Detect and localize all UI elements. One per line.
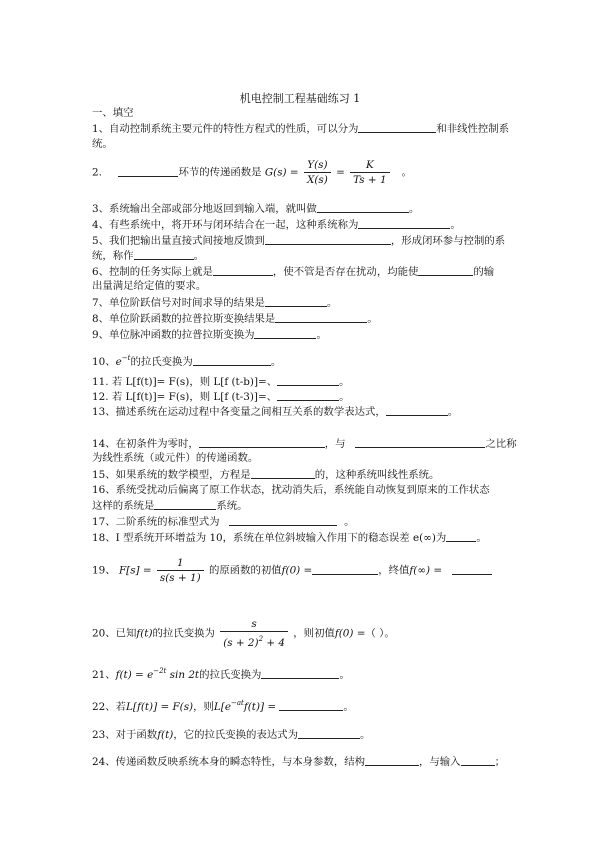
question-23: 23、对于函数f(t)，它的拉氏变换的表达式为 。 <box>92 729 371 741</box>
question-18: 18、I 型系统开环增益为 10，系统在单位斜坡输入作用下的稳态误差 e(∞)为 。 <box>92 532 487 544</box>
blank[interactable] <box>355 437 485 448</box>
blank[interactable] <box>277 390 339 401</box>
question-4: 4、有些系统中，将开环与闭环结合在一起，这种系统称为 。 <box>92 219 461 231</box>
question-9: 9、单位脉冲函数的拉普拉斯变换为 。 <box>92 329 327 341</box>
page-title: 机电控制工程基础练习 1 <box>239 92 361 105</box>
blank[interactable] <box>261 668 339 679</box>
question-22: 22、若L[f(t)] = F(s)，则$L[e^{-at}f(t)]$ = 。 <box>92 699 354 713</box>
blank[interactable] <box>134 249 194 260</box>
blank[interactable] <box>154 499 216 510</box>
blank[interactable] <box>275 312 367 323</box>
question-11: 11. 若 L[f(t)]= F(s)，则 L[f (t-b)]=、 。 <box>92 376 350 388</box>
question-12: 12. 若 L[f(t)]= F(s)，则 L[f (t-3)]=、 。 <box>92 391 350 403</box>
question-15: 15、如果系统的数学模型，方程是 的，这种系统叫线性系统。 <box>92 469 440 481</box>
blank[interactable] <box>277 375 339 386</box>
blank[interactable] <box>358 218 450 229</box>
question-1-cont: 统。 <box>92 138 113 150</box>
blank[interactable] <box>229 515 337 526</box>
question-8: 8、单位阶跃函数的拉普拉斯变换结果是 。 <box>92 313 378 325</box>
question-6: 6、控制的任务实际上就是 ，使不管是否存在扰动，均能使 的输 <box>92 266 495 278</box>
question-13: 13、描述系统在运动过程中各变量之间相互关系的数学表达式， 。 <box>92 406 459 418</box>
blank[interactable] <box>265 234 391 245</box>
blank[interactable] <box>452 564 492 575</box>
question-14-cont: 为线性系统（或元件）的传递函数。 <box>92 452 259 464</box>
blank[interactable] <box>254 328 316 339</box>
blank[interactable] <box>193 355 271 366</box>
blank[interactable] <box>118 166 178 177</box>
blank[interactable] <box>279 700 343 711</box>
blank[interactable] <box>461 755 495 766</box>
section-heading: 一、填空 <box>92 107 134 119</box>
question-20: 20、已知f(t)的拉氏变换为 $\frac{s}{(s + 2)^2 + 4}$ ，则初值f(0) =（ ）。 <box>92 618 395 649</box>
question-21: 21、$f(t) = e^{-2t}$ sin 2t的拉氏变换为 。 <box>92 667 350 681</box>
blank[interactable] <box>199 437 325 448</box>
question-24: 24、传递函数反映系统本身的瞬态特性，与本身参数，结构 ，与输入 ； <box>92 756 505 768</box>
question-10: 10、$e^{-t}$的拉氏变换为 。 <box>92 354 282 368</box>
blank[interactable] <box>298 728 360 739</box>
question-1: 1、自动控制系统主要元件的特性方程式的性质，可以分为 和非线性控制系 <box>92 123 510 135</box>
blank[interactable] <box>312 564 378 575</box>
blank[interactable] <box>365 755 419 766</box>
question-2: 2. 环节的传递函数是 G(s) = $\frac{Y(s)}{X(s)}$ = $\frac{K}{Ts + 1}$ 。 <box>92 159 412 186</box>
question-14: 14、在初条件为零时， ，与 之比称 <box>92 438 517 450</box>
blank[interactable] <box>418 265 473 276</box>
question-5-cont: 统，称作 。 <box>92 250 204 262</box>
blank[interactable] <box>213 265 273 276</box>
blank[interactable] <box>265 296 327 307</box>
question-3: 3、系统输出全部或部分地返回到输入端，就叫做 。 <box>92 203 420 215</box>
question-7: 7、单位阶跃信号对时间求导的结果是 。 <box>92 297 338 309</box>
blank[interactable] <box>446 531 476 542</box>
blank[interactable] <box>251 468 315 479</box>
blank[interactable] <box>386 405 448 416</box>
question-17: 17、二阶系统的标准型式为 。 <box>92 516 355 528</box>
question-19: 19、 F[s] = $\frac{1}{s(s + 1)}$ 的原函数的初值f(0) = ，终值f(∞) = <box>92 556 492 585</box>
question-5: 5、我们把输出量直接式间接地反馈到 ，形成闭环参与控制的系 <box>92 235 506 247</box>
question-6-cont: 出量满足给定值的要求。 <box>92 280 207 292</box>
blank[interactable] <box>317 202 409 213</box>
blank[interactable] <box>358 122 436 133</box>
question-16: 16、系统受扰动后偏离了原工作状态，扰动消失后，系统能自动恢复到原来的工作状态 <box>92 484 490 496</box>
question-16-cont: 这样的系统是 系统。 <box>92 500 248 512</box>
